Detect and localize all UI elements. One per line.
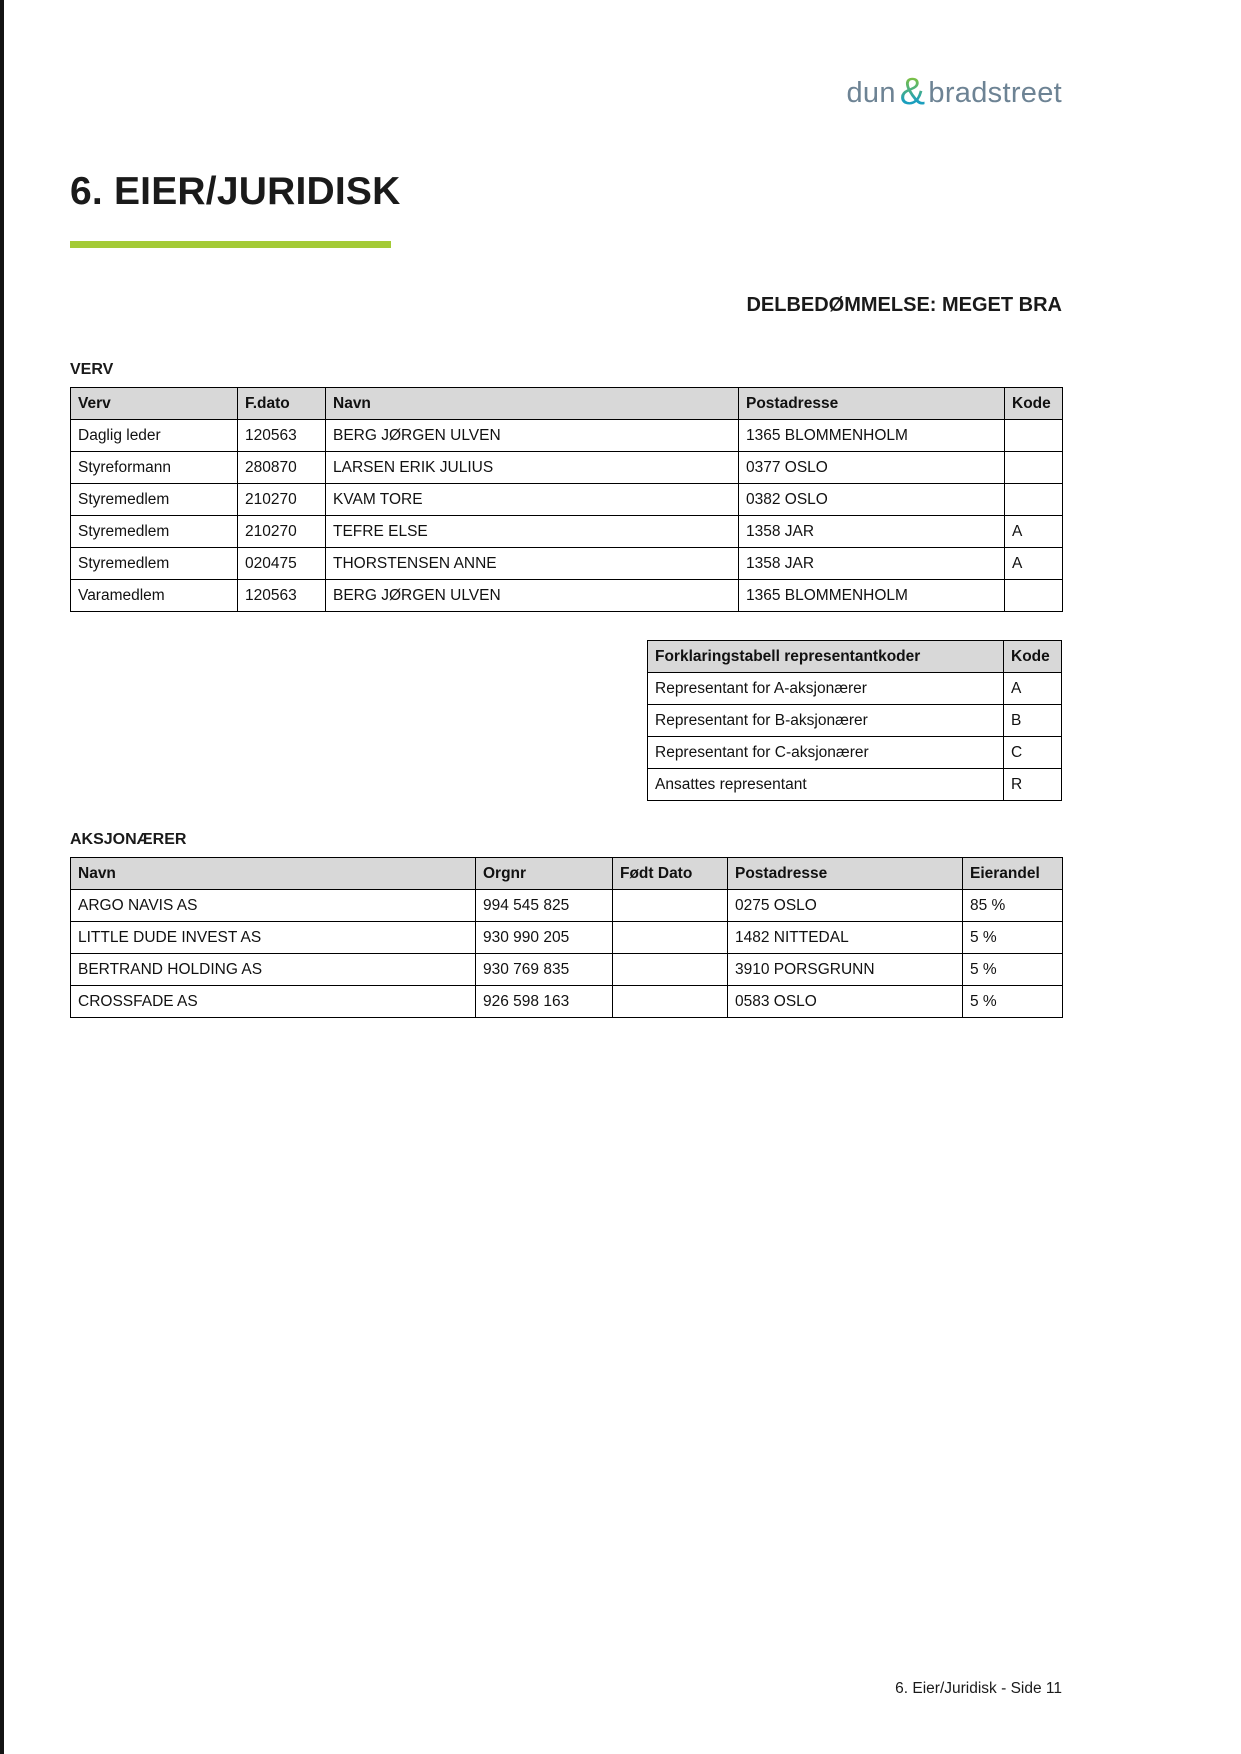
table-cell: 0377 OSLO — [739, 452, 1005, 484]
column-header: Forklaringstabell representantkoder — [648, 641, 1004, 673]
table-cell: 210270 — [238, 516, 326, 548]
table-cell: TEFRE ELSE — [326, 516, 739, 548]
logo-text-bradstreet: bradstreet — [928, 77, 1062, 109]
table-header-row — [648, 641, 1062, 673]
table-cell: Representant for A-aksjonærer — [648, 673, 1004, 705]
column-header: Navn — [71, 858, 476, 890]
dun-bradstreet-logo — [846, 72, 1062, 111]
table-cell: A — [1005, 548, 1063, 580]
column-header: Kode — [1004, 641, 1062, 673]
table-header-row — [71, 388, 1063, 420]
table-cell: Varamedlem — [71, 580, 238, 612]
column-header: F.dato — [238, 388, 326, 420]
table-cell: R — [1004, 769, 1062, 801]
table-cell: Representant for C-aksjonærer — [648, 737, 1004, 769]
table-cell: CROSSFADE AS — [71, 986, 476, 1018]
table-cell: KVAM TORE — [326, 484, 739, 516]
accent-underline-bar — [70, 241, 391, 248]
column-header: Kode — [1005, 388, 1063, 420]
logo-text-dun: dun — [846, 77, 896, 109]
table-cell: Styremedlem — [71, 548, 238, 580]
table-cell: LARSEN ERIK JULIUS — [326, 452, 739, 484]
table-cell: BERG JØRGEN ULVEN — [326, 580, 739, 612]
table-cell: 926 598 163 — [476, 986, 613, 1018]
table-row — [71, 954, 1063, 986]
table-cell — [613, 954, 728, 986]
table-cell: Styremedlem — [71, 516, 238, 548]
table-cell — [613, 922, 728, 954]
table-cell: Daglig leder — [71, 420, 238, 452]
column-header: Orgnr — [476, 858, 613, 890]
table-row — [71, 484, 1063, 516]
table-row — [71, 986, 1063, 1018]
table-cell: 0583 OSLO — [728, 986, 963, 1018]
column-header: Postadresse — [728, 858, 963, 890]
table-cell: 120563 — [238, 580, 326, 612]
table-cell: 0382 OSLO — [739, 484, 1005, 516]
aksjonaerer-table — [70, 857, 1063, 1018]
table-cell: A — [1004, 673, 1062, 705]
table-cell: 930 769 835 — [476, 954, 613, 986]
table-row — [71, 420, 1063, 452]
table-cell — [1005, 452, 1063, 484]
table-cell: 930 990 205 — [476, 922, 613, 954]
column-header: Eierandel — [963, 858, 1063, 890]
table-cell: 1365 BLOMMENHOLM — [739, 420, 1005, 452]
page-left-edge — [0, 0, 4, 1754]
table-cell: BERTRAND HOLDING AS — [71, 954, 476, 986]
table-cell: Styremedlem — [71, 484, 238, 516]
table-cell: ARGO NAVIS AS — [71, 890, 476, 922]
page-title: 6. EIER/JURIDISK — [70, 170, 401, 213]
table-cell: 210270 — [238, 484, 326, 516]
table-cell: Ansattes representant — [648, 769, 1004, 801]
aksjonaerer-section-label: AKSJONÆRER — [70, 831, 187, 848]
section-rating: DELBEDØMMELSE: MEGET BRA — [746, 294, 1062, 316]
table-cell: BERG JØRGEN ULVEN — [326, 420, 739, 452]
verv-section-label: VERV — [70, 361, 114, 378]
table-cell: LITTLE DUDE INVEST AS — [71, 922, 476, 954]
column-header: Verv — [71, 388, 238, 420]
page-footer: 6. Eier/Juridisk - Side 11 — [895, 1680, 1062, 1697]
verv-table — [70, 387, 1063, 612]
table-row — [648, 705, 1062, 737]
page-content — [70, 0, 1062, 1018]
table-cell: B — [1004, 705, 1062, 737]
column-header: Født Dato — [613, 858, 728, 890]
table-cell: 1482 NITTEDAL — [728, 922, 963, 954]
table-row — [648, 737, 1062, 769]
table-cell: Styreformann — [71, 452, 238, 484]
table-cell — [1005, 580, 1063, 612]
table-row — [71, 452, 1063, 484]
table-row — [71, 516, 1063, 548]
table-row — [71, 890, 1063, 922]
table-cell: C — [1004, 737, 1062, 769]
table-cell: Representant for B-aksjonærer — [648, 705, 1004, 737]
table-cell: A — [1005, 516, 1063, 548]
table-cell — [613, 986, 728, 1018]
table-cell: 1365 BLOMMENHOLM — [739, 580, 1005, 612]
table-cell: 5 % — [963, 954, 1063, 986]
table-row — [71, 548, 1063, 580]
table-cell: 994 545 825 — [476, 890, 613, 922]
logo-row — [70, 71, 1062, 113]
table-cell — [613, 890, 728, 922]
table-cell: 3910 PORSGRUNN — [728, 954, 963, 986]
table-cell: 1358 JAR — [739, 548, 1005, 580]
table-cell: 5 % — [963, 986, 1063, 1018]
table-row — [648, 769, 1062, 801]
table-cell: 280870 — [238, 452, 326, 484]
table-row — [71, 922, 1063, 954]
table-header-row — [71, 858, 1063, 890]
table-cell — [1005, 484, 1063, 516]
ampersand-logo-icon: & — [899, 71, 926, 113]
table-row — [648, 673, 1062, 705]
table-cell — [1005, 420, 1063, 452]
table-cell: 5 % — [963, 922, 1063, 954]
table-cell: THORSTENSEN ANNE — [326, 548, 739, 580]
forklaringstabell-table — [647, 640, 1062, 801]
table-row — [71, 580, 1063, 612]
table-cell: 120563 — [238, 420, 326, 452]
column-header: Postadresse — [739, 388, 1005, 420]
table-cell: 1358 JAR — [739, 516, 1005, 548]
table-cell: 85 % — [963, 890, 1063, 922]
table-cell: 0275 OSLO — [728, 890, 963, 922]
table-cell: 020475 — [238, 548, 326, 580]
column-header: Navn — [326, 388, 739, 420]
